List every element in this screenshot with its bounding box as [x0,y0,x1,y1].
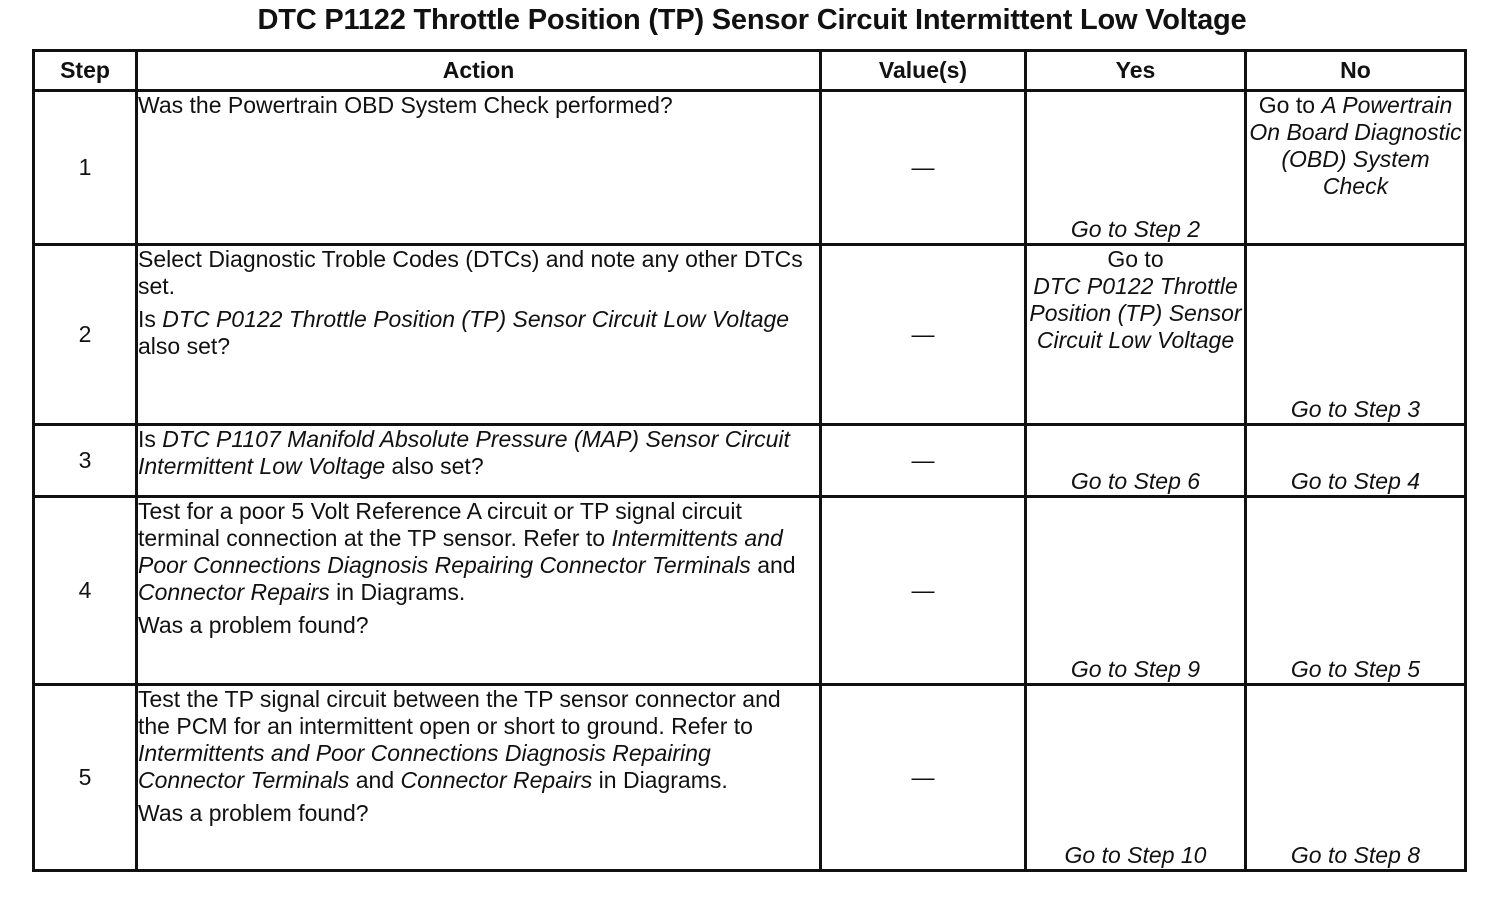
step-number: 3 [34,425,137,497]
action-question [138,426,819,480]
yes-prefix: Go to [1107,246,1164,272]
action-reference-2: Connector Repairs [400,767,593,793]
action-reference-2: Connector Repairs [138,579,330,605]
no-cell: Go to Step 5 [1246,497,1466,685]
yes-cell: Go to Step 2 [1026,91,1246,245]
no-cell: Go to Step 8 [1246,685,1466,871]
step-number: 5 [34,685,137,871]
action-text-part: Test the TP signal circuit between the TP sensor connector and the PCM for an intermittent open or short to ground. Refer to [138,686,781,739]
step-number: 2 [34,245,137,425]
table-header-row [34,51,1466,91]
table-row-step-1 [34,91,1466,245]
question-reference: DTC P0122 Throttle Position (TP) Sensor Circuit Low Voltage [162,306,790,332]
header-action: Action [137,51,821,91]
value-dash: — [911,447,935,473]
header-step: Step [34,51,137,91]
question-reference: DTC P1107 Manifold Absolute Pressure (MAP) Sensor Circuit Intermittent Low Voltage [138,426,790,479]
action-text: Was the Powertrain OBD System Check performed? [138,92,673,118]
table-row-step-4 [34,497,1466,685]
action-cell [137,425,821,497]
header-values: Value(s) [821,51,1026,91]
header-yes: Yes [1026,51,1246,91]
value-dash: — [911,577,935,603]
value-cell [821,497,1026,685]
value-dash: — [911,321,935,347]
yes-reference: DTC P0122 Throttle Position (TP) Sensor Circuit Low Voltage [1029,273,1242,353]
action-cell [137,685,821,871]
action-text-part: and [750,552,796,578]
action-cell [137,91,821,245]
action-text-part: in Diagrams. [592,767,728,793]
action-text [138,686,819,794]
action-cell [137,245,821,425]
yes-cell: Go to Step 10 [1026,685,1246,871]
value-dash: — [911,764,935,790]
action-question: Was a problem found? [138,612,369,638]
yes-cell: Go to Step 6 [1026,425,1246,497]
value-cell [821,245,1026,425]
table-row-step-5 [34,685,1466,871]
table-row-step-3 [34,425,1466,497]
value-cell [821,425,1026,497]
header-no: No [1246,51,1466,91]
action-text [138,498,819,606]
action-reference-1: Intermittents and Poor Connections Diagnosis Repairing Connector Terminals [138,525,783,578]
table-row-step-2 [34,245,1466,425]
question-prefix: Is [138,306,163,332]
no-cell: Go to Step 3 [1246,245,1466,425]
value-cell [821,91,1026,245]
diagnostic-table [32,49,1467,872]
document-title: DTC P1122 Throttle Position (TP) Sensor Circuit Intermittent Low Voltage [257,4,1247,36]
action-question: Was a problem found? [138,800,369,826]
action-text-part: and [349,767,401,793]
question-prefix: Is [138,426,163,452]
value-cell [821,685,1026,871]
action-text-part: Test for a poor 5 Volt Reference A circuit or TP signal circuit terminal connection at the TP sensor. Refer to [138,498,742,551]
step-number: 4 [34,497,137,685]
yes-cell [1026,245,1246,425]
question-suffix: also set? [385,453,484,479]
action-text: Select Diagnostic Troble Codes (DTCs) and note any other DTCs set. [138,246,803,299]
action-cell [137,497,821,685]
no-reference: A Powertrain On Board Diagnostic (OBD) System Check [1249,92,1462,199]
action-question [138,306,819,360]
step-number: 1 [34,91,137,245]
action-reference-1: Intermittents and Poor Connections Diagnosis Repairing Connector Terminals [138,740,711,793]
no-cell: Go to Step 4 [1246,425,1466,497]
no-prefix: Go to [1258,92,1322,118]
question-suffix: also set? [138,333,231,359]
action-text-part: in Diagrams. [329,579,466,605]
no-cell [1246,91,1466,245]
value-dash: — [911,154,935,180]
yes-cell: Go to Step 9 [1026,497,1246,685]
